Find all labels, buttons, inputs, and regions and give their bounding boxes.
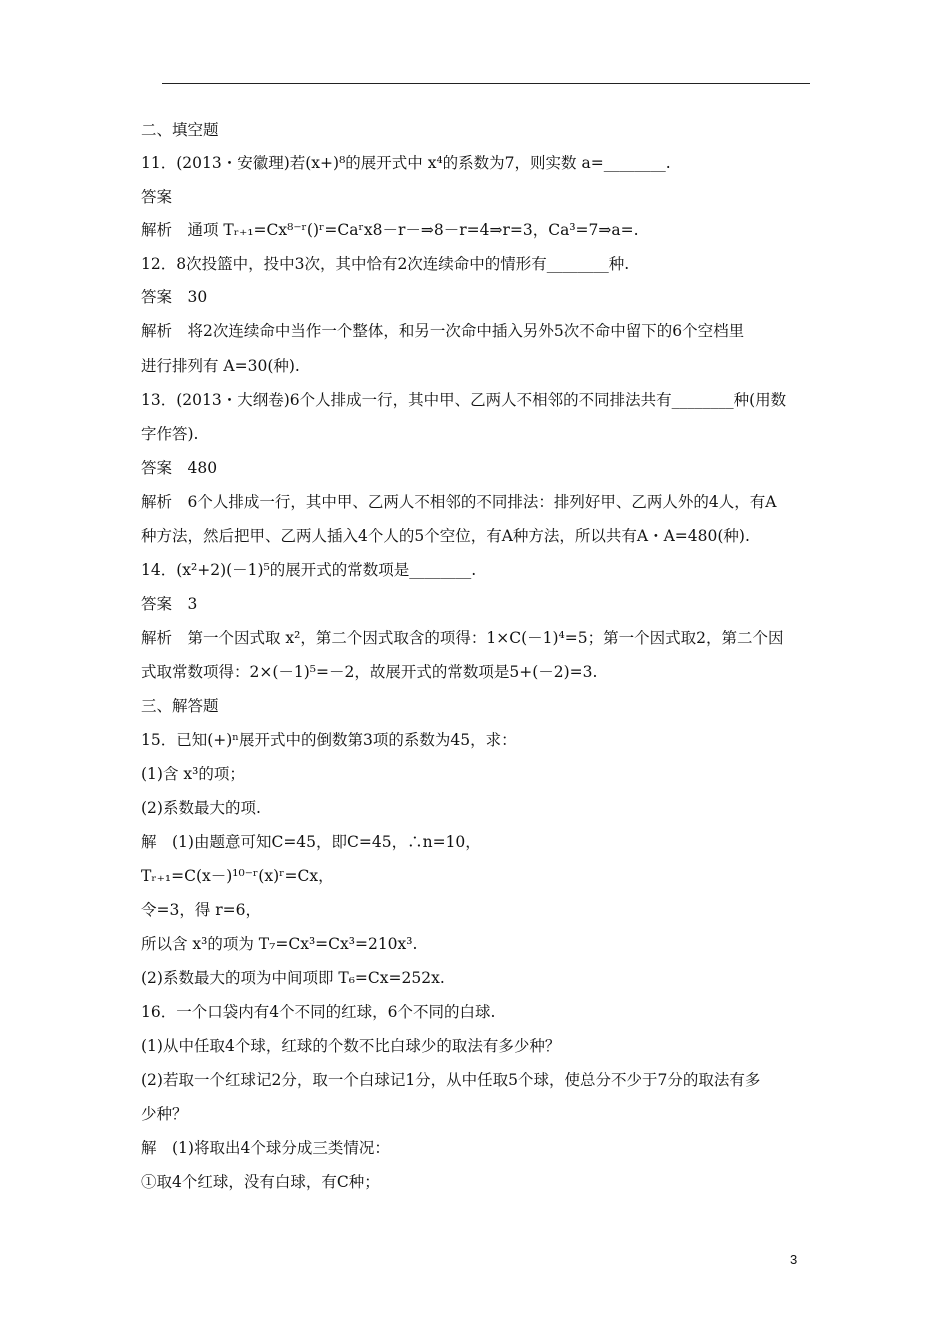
text-line: 种方法，然后把甲、乙两人插入4个人的5个空位，有A种方法，所以共有A・A=480(种). [141, 527, 750, 545]
text-line: 式取常数项得：2×(－1)⁵=－2，故展开式的常数项是5+(－2)=3. [141, 663, 598, 681]
text-line: 解 (1)由题意可知C=45，即C=45，∴n=10， [141, 833, 481, 851]
text-line: 三、解答题 [141, 697, 219, 715]
text-line: Tᵣ₊₁=C(x－)¹⁰⁻ʳ(x)ʳ=Cx， [141, 867, 334, 885]
text-line: ①取4个红球，没有白球，有C种； [141, 1173, 380, 1191]
text-line: (1)含 x³的项； [141, 765, 245, 783]
text-line: 答案 3 [141, 595, 198, 613]
text-line: (2)系数最大的项为中间项即 T₆=Cx=252x. [141, 969, 445, 987]
text-line: 解 (1)将取出4个球分成三类情况： [141, 1139, 390, 1157]
text-line: 解析 第一个因式取 x²，第二个因式取含的项得：1×C(－1)⁴=5；第一个因式取2，第二个因 [141, 629, 784, 647]
header-rule [162, 83, 810, 84]
text-line: (2)若取一个红球记2分，取一个白球记1分，从中任取5个球，使总分不少于7分的取法有多 [141, 1071, 761, 1089]
text-line: 11．(2013・安徽理)若(x+)⁸的展开式中 x⁴的系数为7，则实数 a=________. [141, 154, 671, 172]
text-line: 14．(x²+2)(－1)⁵的展开式的常数项是________. [141, 561, 477, 579]
text-line: 解析 6个人排成一行，其中甲、乙两人不相邻的不同排法：排列好甲、乙两人外的4人，有A [141, 493, 777, 511]
text-line: 字作答). [141, 425, 199, 443]
text-line: 答案 480 [141, 459, 218, 477]
text-line: 16．一个口袋内有4个不同的红球，6个不同的白球. [141, 1003, 496, 1021]
text-line: (1)从中任取4个球，红球的个数不比白球少的取法有多少种？ [141, 1037, 561, 1055]
text-line: 解析 将2次连续命中当作一个整体，和另一次命中插入另外5次不命中留下的6个空档里 [141, 322, 745, 340]
text-line: 进行排列有 A=30(种). [141, 357, 300, 375]
page-number: 3 [790, 1252, 798, 1267]
text-line: (2)系数最大的项. [141, 799, 261, 817]
text-line: 解析 通项 Tᵣ₊₁=Cx⁸⁻ʳ()ʳ=Caʳx8－r－⇒8－r=4⇒r=3，Ca³=7⇒a=. [141, 221, 639, 239]
text-line: 答案 30 [141, 288, 208, 306]
text-line: 二、填空题 [141, 121, 219, 139]
text-line: 答案 [141, 188, 173, 206]
text-line: 15．已知(+)ⁿ展开式中的倒数第3项的系数为45，求： [141, 731, 517, 749]
text-line: 12．8次投篮中，投中3次，其中恰有2次连续命中的情形有________种. [141, 255, 630, 273]
text-line: 所以含 x³的项为 T₇=Cx³=Cx³=210x³. [141, 935, 418, 953]
text-line: 少种？ [141, 1105, 188, 1123]
text-line: 令=3，得 r=6， [141, 901, 262, 919]
text-line: 13．(2013・大纲卷)6个人排成一行，其中甲、乙两人不相邻的不同排法共有________种(用数 [141, 391, 787, 409]
